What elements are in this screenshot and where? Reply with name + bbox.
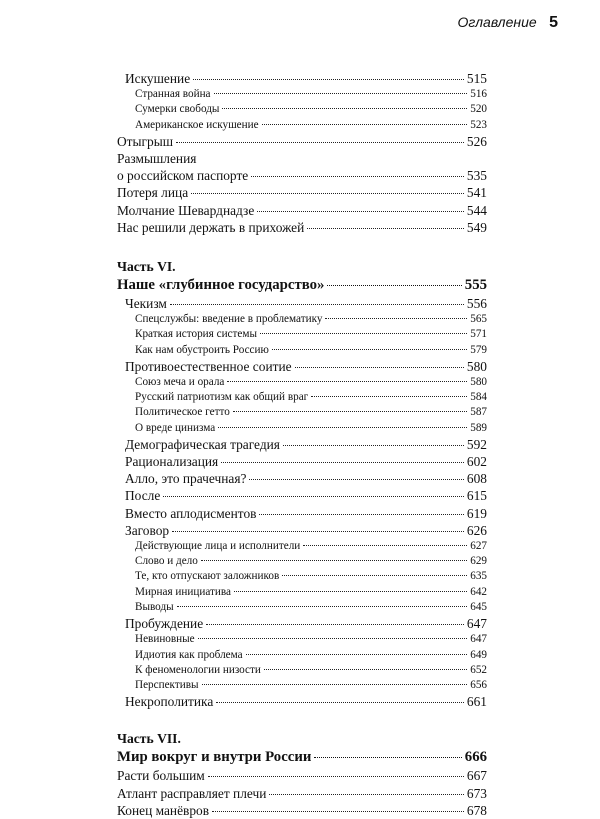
toc-entry-page: 661	[466, 694, 487, 710]
leader-dots	[251, 176, 464, 177]
toc-entry-title: Невиновные	[135, 633, 195, 646]
part-page: 555	[464, 277, 487, 294]
toc-entry-title: Сумерки свободы	[135, 103, 220, 116]
toc-entry[interactable]	[117, 358, 487, 375]
toc-entry-title: Рационализация	[125, 454, 219, 470]
toc-entry-title: Конец манёвров	[117, 802, 210, 818]
toc-entry[interactable]	[117, 343, 487, 358]
toc-entry-page: 526	[466, 133, 487, 149]
toc-entry-title: Заговор	[125, 522, 170, 538]
toc-entry[interactable]	[117, 569, 487, 584]
toc-entry[interactable]	[117, 539, 487, 554]
toc-entry[interactable]	[117, 678, 487, 693]
toc-entry[interactable]	[117, 585, 487, 600]
toc-entry[interactable]	[117, 405, 487, 420]
toc-entry-title: К феноменологии низости	[135, 663, 261, 676]
leader-dots	[249, 479, 463, 480]
toc-entry-page: 673	[466, 785, 487, 801]
leader-dots	[176, 142, 464, 143]
toc-entry[interactable]	[117, 421, 487, 436]
toc-entry-title: Пробуждение	[125, 616, 204, 632]
toc-entry[interactable]	[117, 470, 487, 487]
toc-entry-title: Некрополитика	[125, 694, 214, 710]
page-number: 5	[549, 14, 558, 31]
toc-entry[interactable]	[117, 184, 487, 201]
toc-entry-title-line2: о российском паспорте	[117, 168, 249, 184]
leader-dots	[163, 496, 464, 497]
part-title-entry[interactable]	[117, 276, 487, 295]
toc-entry-page: 645	[470, 600, 487, 613]
toc-entry-title: Идиотия как проблема	[135, 648, 243, 661]
toc-entry-page: 647	[470, 633, 487, 646]
toc-entry-page: 571	[470, 328, 487, 341]
leader-dots	[307, 228, 464, 229]
toc-entry-title: Демографическая трагедия	[125, 436, 280, 452]
toc-entry-reflections[interactable]	[117, 150, 487, 184]
toc-entry-title: Нас решили держать в прихожей	[117, 219, 305, 235]
toc-entry[interactable]	[117, 505, 487, 522]
toc-entry-page: 592	[466, 436, 487, 452]
toc-entry-page: 656	[470, 678, 487, 691]
part-label: Часть VII.	[117, 731, 181, 747]
toc-entry[interactable]	[117, 453, 487, 470]
toc-entry-title: Алло, это прачечная?	[125, 471, 247, 487]
leader-dots	[295, 367, 464, 368]
leader-dots	[170, 304, 464, 305]
toc-entry-title: Отыгрыш	[117, 133, 174, 149]
toc-entry[interactable]	[117, 202, 487, 219]
leader-dots	[314, 757, 461, 758]
toc-entry[interactable]	[117, 102, 487, 117]
toc-entry-title: Странная война	[135, 88, 211, 101]
part6-entries	[117, 295, 487, 710]
leader-dots	[262, 124, 468, 125]
leader-dots	[202, 684, 468, 685]
toc-entry-page: 549	[466, 219, 487, 235]
running-header-title: Оглавление	[457, 14, 537, 30]
leader-dots	[303, 545, 467, 546]
toc-entry-page: 523	[470, 118, 487, 131]
leader-dots	[283, 445, 464, 446]
toc-entry-page: 515	[466, 71, 487, 86]
toc-entry-page: 580	[470, 376, 487, 389]
toc-entry[interactable]	[117, 648, 487, 663]
leader-dots	[264, 669, 467, 670]
toc-entry-page: 587	[470, 406, 487, 419]
toc-entry-page: 629	[470, 555, 487, 568]
toc-entry-page: 647	[466, 616, 487, 632]
toc-entry-title: Русский патриотизм как общий враг	[135, 391, 309, 404]
toc-entry-page: 580	[466, 358, 487, 374]
toc-entry-title: Краткая история системы	[135, 328, 257, 341]
toc-entry-page: 678	[466, 802, 487, 818]
toc-entry[interactable]	[117, 615, 487, 632]
toc-entry[interactable]	[117, 118, 487, 133]
leader-dots	[227, 381, 467, 382]
toc-entry-page: 556	[466, 296, 487, 312]
toc-entry[interactable]	[117, 390, 487, 405]
toc-entry-page: 649	[470, 648, 487, 661]
leader-dots	[222, 108, 467, 109]
toc-entry-title: Перспективы	[135, 678, 199, 691]
leader-dots	[282, 575, 467, 576]
toc-entry-title: Потеря лица	[117, 185, 189, 201]
leader-dots	[260, 333, 467, 334]
table-of-contents	[117, 70, 487, 819]
toc-entry-title: Действующие лица и исполнители	[135, 540, 301, 553]
toc-entry-page: 579	[470, 343, 487, 356]
leader-dots	[221, 462, 464, 463]
leader-dots	[177, 606, 468, 607]
toc-entry-title: После	[125, 488, 161, 504]
toc-entry-title-line1: Размышления	[117, 151, 197, 167]
toc-entry[interactable]	[117, 600, 487, 615]
toc-entry-title: Выводы	[135, 600, 174, 613]
toc-entry[interactable]	[117, 219, 487, 236]
toc-entry-page: 602	[466, 454, 487, 470]
leader-dots	[327, 285, 461, 286]
leader-dots	[311, 396, 467, 397]
toc-entry[interactable]	[117, 375, 487, 390]
toc-entry[interactable]	[117, 785, 487, 802]
leader-dots	[212, 811, 464, 812]
leader-dots	[257, 211, 464, 212]
toc-entry[interactable]	[117, 436, 487, 453]
leader-dots	[246, 654, 468, 655]
toc-entry-title: Молчание Шеварднадзе	[117, 202, 255, 218]
toc-entry[interactable]	[117, 87, 487, 102]
leader-dots	[206, 624, 464, 625]
toc-entry[interactable]	[117, 663, 487, 678]
toc-entry-title: О вреде цинизма	[135, 421, 216, 434]
part-page: 666	[464, 749, 487, 766]
leader-dots	[214, 93, 468, 94]
toc-entry-page: 619	[466, 505, 487, 521]
toc-entry[interactable]	[117, 802, 487, 819]
toc-entry-title: Атлант расправляет плечи	[117, 785, 267, 801]
toc-entry-page: 667	[466, 768, 487, 784]
leader-dots	[201, 560, 467, 561]
toc-entry[interactable]	[117, 767, 487, 784]
part-title-entry[interactable]	[117, 748, 487, 767]
toc-entry-title: Американское искушение	[135, 118, 259, 131]
leader-dots	[216, 702, 464, 703]
toc-entry-page: 626	[466, 522, 487, 538]
toc-entry-title: Слово и дело	[135, 555, 198, 568]
toc-entry-page: 544	[466, 202, 487, 218]
toc-entry-title: Политическое гетто	[135, 406, 230, 419]
toc-entry[interactable]	[117, 70, 487, 87]
leader-dots	[233, 411, 467, 412]
toc-entry[interactable]	[117, 133, 487, 150]
toc-entry-page: 589	[470, 421, 487, 434]
leader-dots	[191, 193, 464, 194]
toc-entry-page: 615	[466, 488, 487, 504]
toc-top2-list	[117, 184, 487, 236]
leader-dots	[218, 427, 467, 428]
leader-dots	[172, 531, 464, 532]
toc-entry-title: Союз меча и орала	[135, 376, 225, 389]
leader-dots	[193, 79, 464, 80]
toc-entry-page: 627	[470, 540, 487, 553]
toc-entry-page: 635	[470, 570, 487, 583]
toc-entry-page: 608	[466, 471, 487, 487]
toc-entry[interactable]	[117, 327, 487, 342]
toc-entry[interactable]	[117, 554, 487, 569]
toc-entry-page: 520	[470, 103, 487, 116]
leader-dots	[234, 591, 467, 592]
toc-entry[interactable]	[117, 312, 487, 327]
toc-entry-title: Расти большим	[117, 768, 205, 784]
toc-entry-title: Чекизм	[125, 296, 167, 312]
leader-dots	[208, 776, 464, 777]
toc-entry-title: Как нам обустроить Россию	[135, 343, 269, 356]
part-title: Мир вокруг и внутри России	[117, 749, 312, 766]
toc-entry[interactable]	[117, 522, 487, 539]
toc-entry-title: Те, кто отпускают заложников	[135, 570, 280, 583]
leader-dots	[198, 638, 468, 639]
toc-entry[interactable]	[117, 693, 487, 710]
leader-dots	[269, 794, 464, 795]
toc-entry[interactable]	[117, 487, 487, 504]
toc-entry-page: 541	[466, 185, 487, 201]
toc-entry-page: 652	[470, 663, 487, 676]
toc-entry-title: Мирная инициатива	[135, 585, 232, 598]
toc-entry-page: 584	[470, 391, 487, 404]
toc-entry-title: Вместо аплодисментов	[125, 505, 257, 521]
toc-entry-title: Спецслужбы: введение в проблематику	[135, 313, 323, 326]
running-header	[458, 14, 558, 32]
part-label: Часть VI.	[117, 259, 176, 275]
toc-entry[interactable]	[117, 295, 487, 312]
toc-entry-page: 642	[470, 585, 487, 598]
toc-entry-page: 516	[470, 88, 487, 101]
toc-top-list	[117, 70, 487, 150]
toc-entry-page: 535	[466, 168, 487, 184]
toc-entry-title: Искушение	[125, 71, 191, 86]
toc-entry[interactable]	[117, 632, 487, 647]
leader-dots	[272, 349, 467, 350]
leader-dots	[259, 514, 463, 515]
part-title: Наше «глубинное государство»	[117, 277, 325, 294]
toc-entry-title: Противоестественное соитие	[125, 358, 292, 374]
part7-entries	[117, 767, 487, 819]
toc-entry-page: 565	[470, 313, 487, 326]
leader-dots	[325, 318, 467, 319]
